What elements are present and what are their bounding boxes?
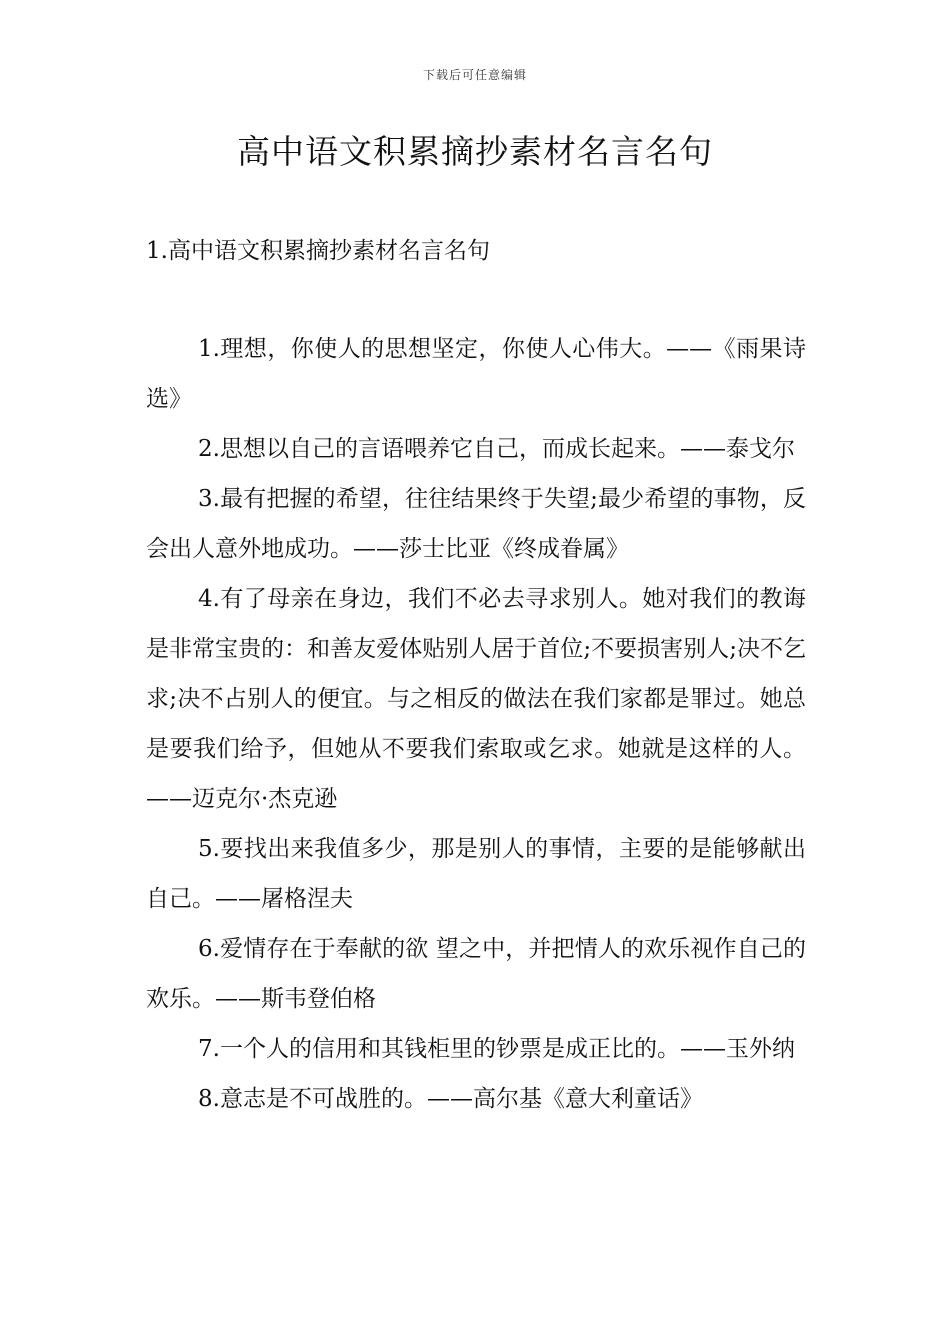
- document-title: 高中语文积累摘抄素材名言名句: [237, 132, 713, 171]
- quote-item: 5.要找出来我值多少，那是别人的事情，主要的是能够献出自己。——屠格涅夫: [146, 836, 806, 912]
- quote-item: 8.意志是不可战胜的。——高尔基《意大利童话》: [198, 1086, 703, 1112]
- quote-item: 6.爱情存在于奉献的欲 望之中，并把情人的欢乐视作自己的欢乐。——斯韦登伯格: [146, 936, 806, 1012]
- header-note: 下载后可任意编辑: [422, 68, 527, 82]
- quote-item: 1.理想，你使人的思想坚定，你使人心伟大。——《雨果诗选》: [146, 336, 806, 412]
- quote-item: 3.最有把握的希望，往往结果终于失望;最少希望的事物，反会出人意外地成功。——莎士比亚《终成眷属》: [146, 486, 806, 562]
- quote-item: 2.思想以自己的言语喂养它自己，而成长起来。——泰戈尔: [198, 436, 795, 462]
- section-heading: 1.高中语文积累摘抄素材名言名句: [146, 238, 490, 264]
- quote-item: 7.一个人的信用和其钱柜里的钞票是成正比的。——玉外纳: [198, 1036, 795, 1062]
- quote-item: 4.有了母亲在身边，我们不必去寻求别人。她对我们的教诲是非常宝贵的：和善友爱体贴别人居于首位;不要损害别人;决不乞求;决不占别人的便宜。与之相反的做法在我们家都是罪过。她总是要我们给予，但她从不要我们索取或乞求。她就是这样的人。——迈克尔·杰克逊: [146, 586, 806, 812]
- quote-list: [146, 324, 806, 1124]
